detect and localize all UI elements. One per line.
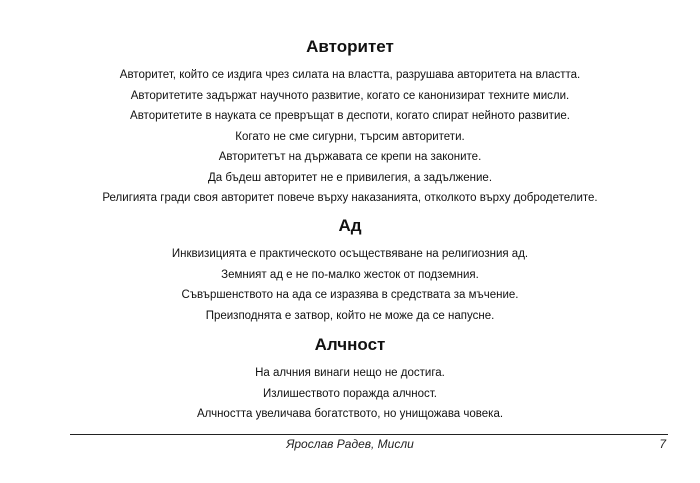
section-avtoritet [0,37,700,209]
quote-line: Авторитетите задържат научното развитие, когато се канонизират техните мисли. [130,89,570,102]
quote-line: Земният ад е не по-малко жесток от подземния. [221,268,479,281]
quote-line: Авторитет, който се издига чрез силата на властта, разрушава авторитета на властта. [119,69,581,81]
section-ad [0,216,700,326]
quote-line: Преизподнята е затвор, който не може да се напусне. [205,309,495,322]
section-heading: Алчност [314,335,386,354]
quote-line: Когато не сме сигурни, търсим авторитети. [235,130,465,143]
quote-line: Авторитетите в науката се превръщат в деспоти, когато спират нейното развитие. [130,110,570,122]
quote-line: Религията гради своя авторитет повече върху наказанията, отколкото върху добродетелите. [102,192,598,204]
footer-title: Ярослав Радев, Мисли [286,437,414,451]
quote-line: На алчния винаги нещо не достига. [255,367,445,379]
quote-line: Съвършенството на ада се изразява в средствата за мъчение. [181,289,519,301]
section-heading: Ад [338,216,362,235]
quote-line: Авторитетът на държавата се крепи на законите. [218,151,482,163]
quote-line: Да бъдеш авторитет не е привилегия, а задължение. [207,171,493,184]
quote-line: Инквизицията е практическото осъществяване на религиозния ад. [171,248,529,260]
footer-divider [70,434,668,435]
section-heading: Авторитет [306,37,394,56]
quote-line: Алчността увеличава богатството, но унищожава човека. [196,408,504,420]
section-alchnost [0,335,700,425]
quote-line: Излишеството поражда алчност. [263,387,437,400]
page-number: 7 [659,437,666,451]
